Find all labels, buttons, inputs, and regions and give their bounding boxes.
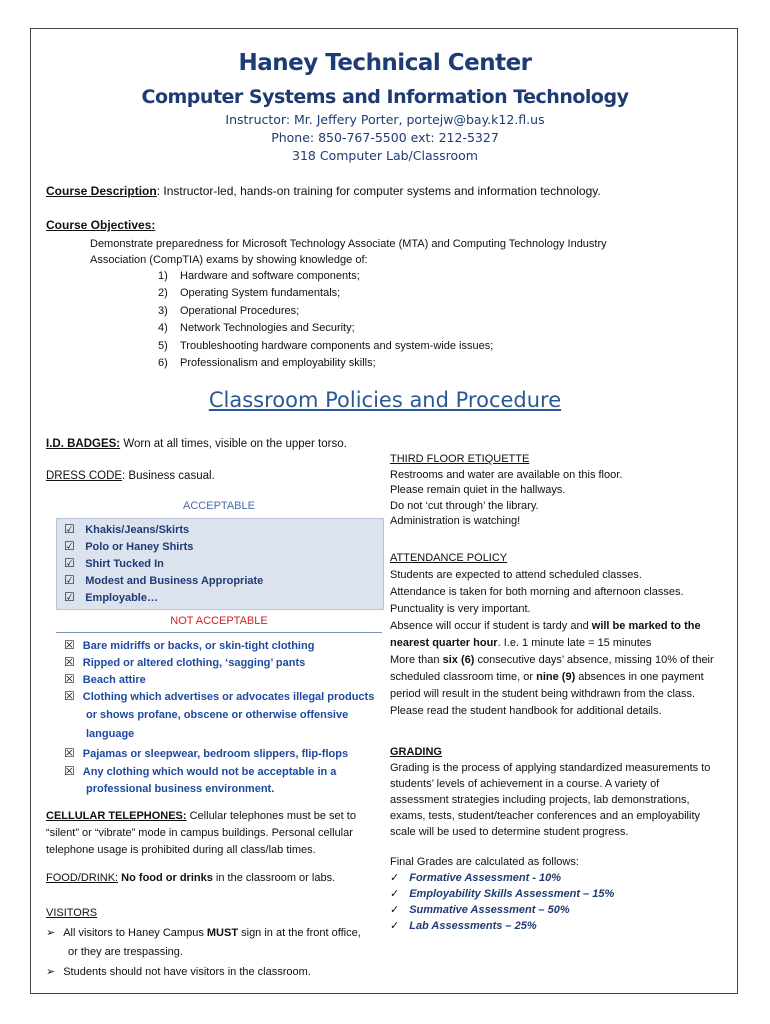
attendance-line: scheduled classroom time, or nine (9) absences in one payment (390, 671, 704, 683)
not-acceptable-item: ☒ Clothing which advertises or advocates illegal products (64, 689, 375, 703)
acceptable-item: ☑ Khakis/Jeans/Skirts (64, 522, 190, 536)
visitors-label: VISITORS (46, 907, 98, 919)
final-grades (390, 854, 614, 934)
visitor-item: ➢ Students should not have visitors in the classroom. (46, 965, 311, 978)
attendance-line: Please read the student handbook for additional details. (390, 705, 662, 717)
objective-item: 3) Operational Procedures; (158, 304, 300, 317)
checkmark-icon: ✓ (390, 919, 400, 932)
visitor-item: ➢ All visitors to Haney Campus MUST sign in at the front office, (46, 926, 361, 939)
document-title: Haney Technical Center (238, 50, 532, 76)
cellular-section (46, 808, 356, 859)
checkbox-checked-icon: ☑ (64, 522, 75, 536)
objective-item: 6) Professionalism and employability skills; (158, 357, 376, 370)
food-drink-label: FOOD/DRINK: (46, 872, 119, 884)
checkbox-x-icon: ☒ (64, 689, 75, 703)
acceptable-item: ☑ Modest and Business Appropriate (64, 573, 264, 587)
id-badges (46, 436, 347, 452)
grading-line: Grading is the process of applying standardized measurements to (390, 762, 711, 774)
arrow-bullet-icon: ➢ (46, 965, 56, 978)
course-description (46, 184, 601, 198)
checkbox-checked-icon: ☑ (64, 590, 75, 604)
not-acceptable-item: ☒ Bare midriffs or backs, or skin-tight clothing (64, 638, 315, 652)
checkbox-x-icon: ☒ (64, 672, 75, 686)
attendance-line: Punctuality is very important. (390, 603, 531, 615)
acceptable-item: ☑ Employable… (64, 590, 158, 604)
checkmark-icon: ✓ (390, 887, 400, 900)
cellular-label: CELLULAR TELEPHONES: (46, 810, 187, 822)
dress-code (46, 468, 215, 484)
objective-item: 4) Network Technologies and Security; (158, 322, 355, 335)
objectives-intro (90, 236, 607, 268)
attendance-line: Absence will occur if student is tardy and will be marked to the (390, 620, 701, 632)
etiquette-line: Do not ‘cut through’ the library. (390, 499, 539, 512)
attendance-line: More than six (6) consecutive days’ absence, missing 10% of their (390, 654, 714, 666)
attendance-line: Students are expected to attend scheduled classes. (390, 569, 642, 581)
acceptable-item: ☑ Shirt Tucked In (64, 556, 164, 570)
attendance-line: Attendance is taken for both morning and afternoon classes. (390, 586, 684, 598)
acceptable-list (64, 521, 263, 606)
grading-line: students’ levels of achievement in a course. A variety of (390, 778, 660, 790)
not-acceptable-item-cont: professional business environment. (86, 783, 275, 795)
checkbox-x-icon: ☒ (64, 638, 75, 652)
grading-line: exams, tests, student/teacher conferences and an employability (390, 810, 701, 822)
etiquette-section (390, 452, 622, 530)
cellular-text: Cellular telephones must be set to (186, 810, 356, 822)
final-grade-item: ✓ Employability Skills Assessment – 15% (390, 887, 615, 900)
etiquette-line: Restrooms and water are available on this floor. (390, 468, 623, 481)
final-grade-item: ✓ Formative Assessment - 10% (390, 871, 562, 884)
checkbox-checked-icon: ☑ (64, 573, 75, 587)
etiquette-line: Please remain quiet in the hallways. (390, 484, 566, 496)
final-grade-item: ✓ Summative Assessment – 50% (390, 903, 570, 916)
etiquette-label: THIRD FLOOR ETIQUETTE (390, 453, 530, 465)
not-acceptable-item: ☒ Pajamas or sleepwear, bedroom slippers, flip-flops (64, 746, 349, 760)
divider (56, 632, 382, 633)
id-badges-label: I.D. BADGES: (46, 438, 121, 450)
attendance-line: nearest quarter hour. I.e. 1 minute late = 15 minutes (390, 637, 652, 649)
checkbox-x-icon: ☒ (64, 655, 75, 669)
policies-title: Classroom Policies and Procedure (208, 388, 562, 412)
room-line: 318 Computer Lab/Classroom (292, 148, 478, 163)
not-acceptable-item: ☒ Beach attire (64, 672, 146, 686)
objectives-list (158, 268, 493, 372)
checkmark-icon: ✓ (390, 903, 400, 916)
acceptable-item: ☑ Polo or Haney Shirts (64, 539, 194, 553)
attendance-section (390, 550, 714, 720)
attendance-label: ATTENDANCE POLICY (390, 552, 508, 564)
checkbox-checked-icon: ☑ (64, 539, 75, 553)
arrow-bullet-icon: ➢ (46, 926, 56, 939)
etiquette-line: Administration is watching! (390, 515, 521, 527)
final-grade-item: ✓ Lab Assessments – 25% (390, 919, 537, 932)
checkmark-icon: ✓ (390, 871, 400, 884)
grading-line: scale will be used to determine student progress. (390, 826, 629, 838)
course-description-label: Course Description (46, 184, 157, 198)
instructor-line: Instructor: Mr. Jeffery Porter, portejw@bay.k12.fl.us (225, 112, 545, 127)
phone-line: Phone: 850-767-5500 ext: 212-5327 (271, 130, 499, 145)
checkbox-x-icon: ☒ (64, 746, 75, 760)
food-drink-bold: No food or drinks (118, 872, 213, 884)
cellular-text: “silent” or “vibrate” mode in campus buildings. Personal cellular (46, 827, 353, 839)
grading-section (390, 744, 710, 840)
not-acceptable-list (64, 637, 374, 799)
course-objectives-label: Course Objectives: (46, 218, 156, 232)
course-description-text: : Instructor-led, hands-on training for computer systems and information technology. (156, 184, 601, 198)
cellular-text: telephone usage is prohibited during all class/lab times. (46, 844, 316, 856)
visitor-item-cont: or they are trespassing. (68, 946, 183, 958)
program-title: Computer Systems and Information Technology (141, 86, 629, 108)
objective-item: 5) Troubleshooting hardware components and system-wide issues; (158, 339, 494, 352)
acceptable-label: ACCEPTABLE (183, 500, 255, 512)
not-acceptable-item-cont: language (86, 728, 135, 740)
dress-code-label: DRESS CODE (46, 470, 123, 482)
id-badges-text: Worn at all times, visible on the upper torso. (120, 438, 347, 450)
not-acceptable-item-cont: or shows profane, obscene or otherwise offensive (86, 709, 349, 721)
checkbox-checked-icon: ☑ (64, 556, 75, 570)
visitors-section (46, 904, 361, 982)
attendance-line: period will result in the student being withdrawn from the class. (390, 688, 696, 700)
objective-item: 2) Operating System fundamentals; (158, 287, 341, 300)
objective-item: 1) Hardware and software components; (158, 270, 360, 282)
grading-label: GRADING (390, 746, 442, 758)
objectives-intro-line: Demonstrate preparedness for Microsoft Technology Associate (MTA) and Computing Technology Industry (90, 238, 607, 250)
dress-code-text: : Business casual. (122, 470, 215, 482)
food-drink (46, 872, 335, 884)
not-acceptable-item: ☒ Any clothing which would not be acceptable in a (64, 764, 337, 778)
not-acceptable-item: ☒ Ripped or altered clothing, ‘sagging’ pants (64, 655, 306, 669)
final-grades-intro: Final Grades are calculated as follows: (390, 856, 579, 868)
food-drink-text: in the classroom or labs. (212, 872, 336, 884)
checkbox-x-icon: ☒ (64, 764, 75, 778)
objectives-intro-line: Association (CompTIA) exams by showing knowledge of: (90, 254, 368, 266)
grading-line: assessment strategies including projects, lab demonstrations, (390, 794, 690, 806)
not-acceptable-label: NOT ACCEPTABLE (170, 615, 268, 627)
